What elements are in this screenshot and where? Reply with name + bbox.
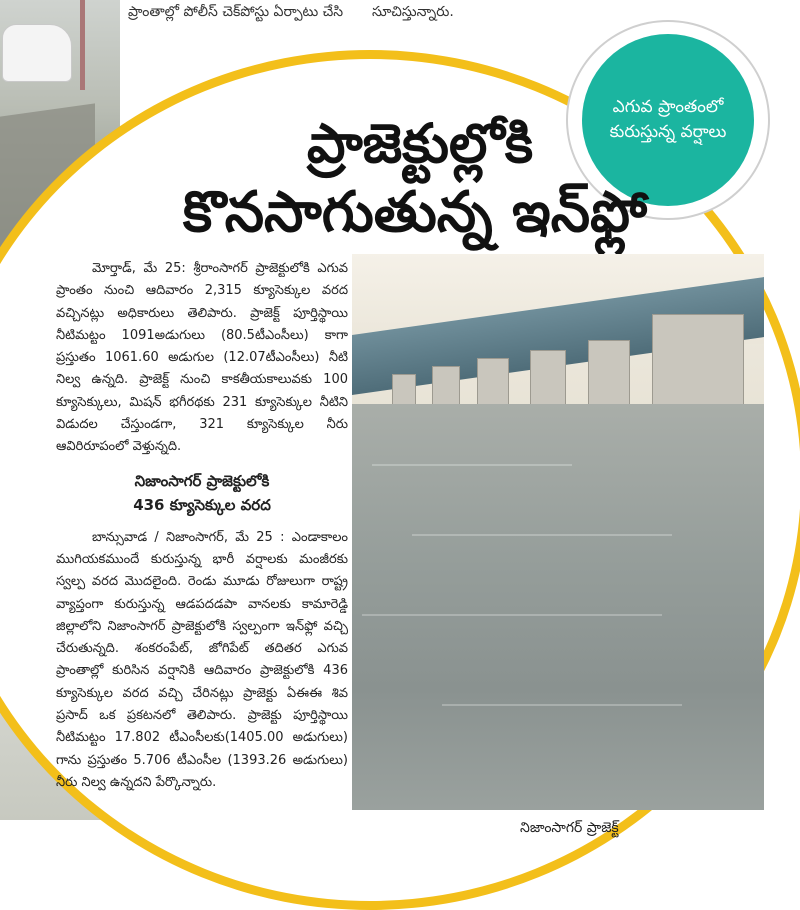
car-shape — [2, 24, 72, 82]
sub-headline — [56, 469, 348, 517]
top-snippet-left: ప్రాంతాల్లో పోలీస్ చెక్‌పోస్టు ఏర్పాటు చేసి — [128, 4, 344, 20]
photo-water — [352, 404, 764, 810]
photo-caption: నిజాంసాగర్ ప్రాజెక్ట్ — [520, 820, 619, 836]
photo-pier — [432, 366, 460, 408]
photo-pier — [392, 374, 416, 406]
badge-text: ఎగువ ప్రాంతంలో కురుస్తున్న వర్షాలు — [609, 97, 727, 142]
article-paragraph-2: బాన్సువాడ / నిజాంసాగర్, మే 25 : ఎండాకాలం ముగియకముందే కురుస్తున్న భారీ వర్షాలకు మంజీరకు స్వల్ప వరద మొదలైంది. రెండు మూడు రోజులుగా రాష్ట్ర వ్యాప్తంగా కురుస్తున్న ఆడపదడపా వానలకు కామారెడ్డి జిల్లాలోని నిజాంసాగర్ ప్రాజెక్టులోకి స్వల్పంగా ఇన్‌ఫ్లో వచ్చి చేరుతున్నది. శంకరంపేట్, జోగిపేట్ తదితర ఎగువ ప్రాంతాల్లో కురిసిన వర్షానికి ఆదివారం ప్రాజెక్టులోకి 436 క్యూసెక్కుల వరద వచ్చి చేరినట్లు ప్రాజెక్టు ఏఈఈ శివ ప్రసాద్ ఒక ప్రకటనలో తెలిపారు. ప్రాజెక్టు పూర్తిస్థాయి నీటిమట్టం 17.802 టీఎంసీలకు(1405.00 అడుగులు) గాను ప్రస్తుతం 5.706 టీఎంసీల (1393.26 అడుగులు) నీరు నిల్వ ఉన్నదని పేర్కొన్నారు. — [56, 529, 348, 790]
dam-photo — [352, 254, 764, 810]
water-ripple — [412, 534, 672, 536]
water-ripple — [442, 704, 682, 706]
top-snippet-right: సూచిస్తున్నారు. — [372, 4, 454, 20]
water-ripple — [372, 464, 572, 466]
photo-pier — [477, 358, 509, 410]
street-pole — [80, 0, 85, 90]
article-column — [56, 258, 348, 794]
sub-headline-line-2: 436 క్యూసెక్కుల వరద — [133, 495, 271, 514]
water-ripple — [362, 614, 662, 616]
sub-headline-line-1: నిజాంసాగర్ ప్రాజెక్టులోకి — [134, 471, 270, 490]
article-paragraph-1: మోర్తాడ్, మే 25: శ్రీరాంసాగర్ ప్రాజెక్టులోకి ఎగువ ప్రాంతం నుంచి ఆదివారం 2,315 క్యూసెక్కుల వరద వచ్చినట్లు అధికారులు తెలిపారు. ప్రాజెక్ట్ పూర్తిస్థాయి నీటిమట్టం 1091అడుగులు (80.5టీఎంసీలు) కాగా ప్రస్తుతం 1061.60 అడుగుల (12.07టీఎంసీలు) నీటి నిల్వ ఉన్నది. ప్రాజెక్ట్ నుంచి కాకతీయకాలువకు 100 క్యూసెక్కులు, మిషన్ భగీరథకు 231 క్యూసెక్కుల నీటిని విడుదల చేస్తుండగా, 321 క్యూసెక్కుల నీరు ఆవిరిరూపంలో వెళ్తున్నది. — [56, 261, 348, 455]
headline-line-1: ప్రాజెక్టుల్లోకి — [306, 112, 534, 175]
headline-line-2: కొనసాగుతున్న ఇన్‌ఫ్లో — [182, 180, 648, 245]
